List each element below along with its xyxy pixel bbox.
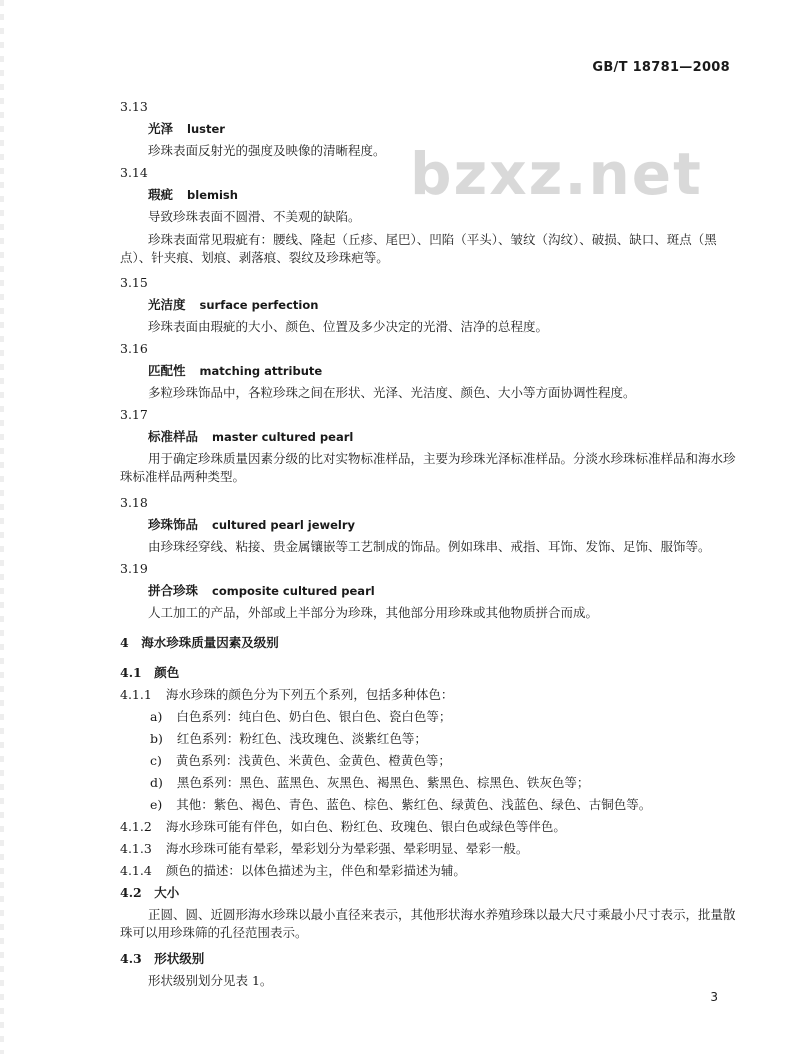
clause-number: 3.16 [120, 341, 148, 356]
list-label: c) [150, 753, 162, 768]
list-text: 黑色系列：黑色、蓝黑色、灰黑色、褐黑色、紫黑色、棕黑色、铁灰色等； [176, 775, 590, 790]
list-text: 白色系列：纯白色、奶白色、银白色、瓷白色等； [176, 709, 452, 724]
term-cn: 拼合珍珠 [148, 583, 199, 598]
term-heading [148, 186, 238, 204]
clause-text: 海水珍珠可能有伴色，如白色、粉红色、玫瑰色、银白色或绿色等伴色。 [165, 819, 566, 834]
list-label: b) [150, 731, 163, 746]
term-definition: 人工加工的产品，外部或上半部分为珍珠，其他部分用珍珠或其他物质拼合而成。 [148, 605, 599, 620]
section-heading: 4 海水珍珠质量因素及级别 [120, 635, 279, 650]
term-en: composite cultured pearl [212, 584, 375, 598]
term-definition: 珍珠表面反射光的强度及映像的清晰程度。 [148, 143, 386, 158]
term-heading [148, 120, 225, 138]
term-cn: 标准样品 [148, 429, 199, 444]
paragraph: 正圆、圆、近圆形海水珍珠以最小直径来表示，其他形状海水养殖珍珠以最大尺寸乘最小尺寸表示，批量散珠可以用珍珠筛的孔径范围表示。 [120, 907, 736, 940]
term-definition: 用于确定珍珠质量因素分级的比对实物标准样品，主要为珍珠光泽标准样品。分淡水珍珠标准样品和海水珍珠标准样品两种类型。 [120, 451, 736, 484]
term-heading [148, 516, 355, 534]
term-en: matching attribute [199, 364, 323, 378]
term-heading [148, 362, 322, 380]
clause-number: 4.1.2 [120, 819, 152, 834]
clause-number: 3.14 [120, 165, 148, 180]
clause-text: 海水珍珠的颜色分为下列五个系列，包括多种体色： [165, 687, 454, 702]
standard-code: GB/T 18781—2008 [592, 60, 730, 75]
clause-number: 4.1.4 [120, 863, 152, 878]
list-item [150, 752, 451, 770]
term-cn: 珍珠饰品 [148, 517, 199, 532]
clause-number: 3.18 [120, 495, 148, 510]
clause-number: 3.19 [120, 561, 148, 576]
list-item [150, 708, 451, 726]
clause-number: 4.1.1 [120, 687, 152, 702]
list-text: 其他：紫色、褐色、青色、蓝色、棕色、紫红色、绿黄色、浅蓝色、绿色、古铜色等。 [176, 797, 652, 812]
clause-text: 海水珍珠可能有晕彩，晕彩划分为晕彩强、晕彩明显、晕彩一般。 [165, 841, 529, 856]
list-label: e) [150, 797, 163, 812]
subsection-heading: 4.2 大小 [120, 885, 180, 900]
term-definition: 导致珍珠表面不圆滑、不美观的缺陷。 [148, 209, 361, 224]
clause-number: 3.15 [120, 275, 148, 290]
scan-edge-artifact [0, 0, 4, 1054]
term-definition: 珍珠表面由瑕疵的大小、颜色、位置及多少决定的光滑、洁净的总程度。 [148, 319, 549, 334]
page-number: 3 [710, 990, 718, 1004]
term-en: blemish [187, 188, 238, 202]
term-en: surface perfection [199, 298, 319, 312]
clause-4-1-4 [120, 862, 466, 880]
term-heading [148, 428, 353, 446]
clause-4-1-3 [120, 840, 528, 858]
watermark: bzxz.net [410, 140, 703, 208]
subsection-heading: 4.3 形状级别 [120, 951, 205, 966]
term-cn: 匹配性 [148, 363, 186, 378]
list-label: d) [150, 775, 163, 790]
list-item [150, 774, 589, 792]
clause-number: 4.1.3 [120, 841, 152, 856]
term-en: master cultured pearl [212, 430, 354, 444]
clause-text: 颜色的描述：以体色描述为主，伴色和晕彩描述为辅。 [165, 863, 466, 878]
clause-number: 3.17 [120, 407, 148, 422]
subsection-heading: 4.1 颜色 [120, 665, 180, 680]
clause-4-1-1 [120, 686, 453, 704]
list-item [150, 730, 427, 748]
term-cn: 光泽 [148, 121, 174, 136]
list-label: a) [150, 709, 163, 724]
term-definition: 由珍珠经穿线、粘接、贵金属镶嵌等工艺制成的饰品。例如珠串、戒指、耳饰、发饰、足饰、服饰等。 [148, 539, 711, 554]
term-note: 珍珠表面常见瑕疵有：腰线、隆起（丘疹、尾巴）、凹陷（平头）、皱纹（沟纹）、破损、缺口、斑点（黑点）、针夹痕、划痕、剥落痕、裂纹及珍珠疤等。 [120, 232, 717, 265]
clause-4-1-2 [120, 818, 566, 836]
list-item [150, 796, 651, 814]
paragraph: 形状级别划分见表 1。 [148, 973, 273, 988]
term-cn: 光洁度 [148, 297, 186, 312]
list-text: 黄色系列：浅黄色、米黄色、金黄色、橙黄色等； [175, 753, 451, 768]
list-text: 红色系列：粉红色、浅玫瑰色、淡紫红色等； [176, 731, 427, 746]
term-heading [148, 582, 375, 600]
term-definition: 多粒珍珠饰品中，各粒珍珠之间在形状、光泽、光洁度、颜色、大小等方面协调性程度。 [148, 385, 636, 400]
clause-number: 3.13 [120, 99, 148, 114]
term-heading [148, 296, 318, 314]
term-en: luster [187, 122, 225, 136]
term-cn: 瑕疵 [148, 187, 174, 202]
term-en: cultured pearl jewelry [212, 518, 356, 532]
